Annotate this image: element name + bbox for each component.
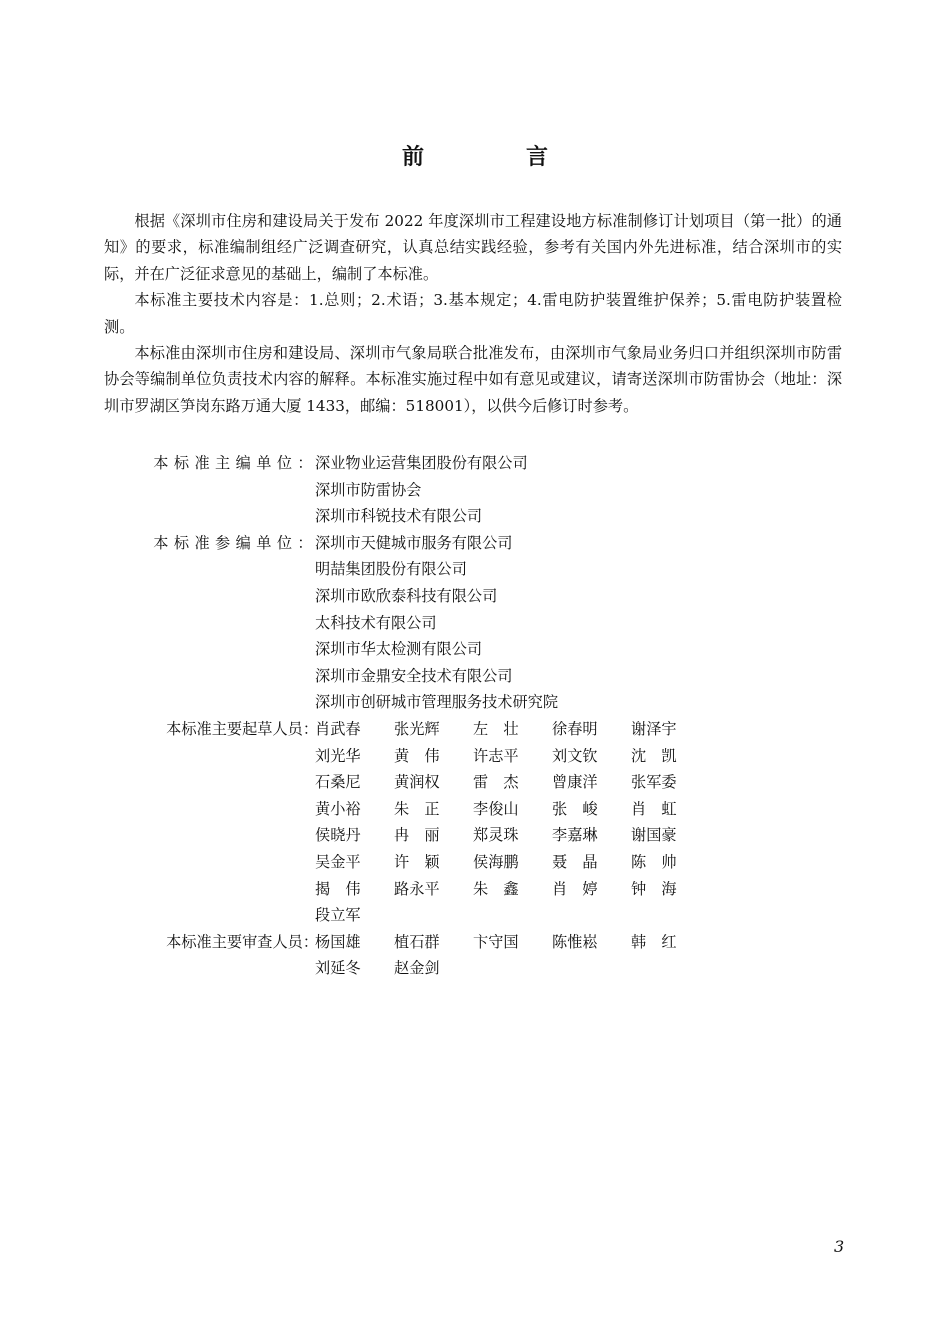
person-name: 黄小裕 xyxy=(315,799,361,818)
person-row xyxy=(315,876,842,903)
person-name: 刘光华 xyxy=(315,746,361,765)
person-name: 石桑尼 xyxy=(315,773,361,792)
person-name: 侯晓丹 xyxy=(315,826,361,845)
person-name: 曾康洋 xyxy=(552,773,598,792)
person-name: 卞守国 xyxy=(473,932,519,951)
person-name: 许志平 xyxy=(473,746,519,765)
person-row xyxy=(315,955,842,982)
person-row xyxy=(315,902,842,929)
drafters-label: 本标准主要起草人员： xyxy=(166,719,318,738)
reviewers-group xyxy=(104,929,842,982)
paragraph-basis: 根据《深圳市住房和建设局关于发布 2022 年度深圳市工程建设地方标准制修订计划项目（第一批）的通知》的要求，标准编制组经广泛调查研究，认真总结实践经验，参考有关国内外先进标准，结合深圳市的实际，并在广泛征求意见的基础上，编制了本标准。 xyxy=(104,212,842,283)
unit-name: 深圳市欧欣泰科技有限公司 xyxy=(315,586,498,605)
person-row xyxy=(315,743,842,770)
drafters-group xyxy=(104,716,842,929)
person-name: 徐春明 xyxy=(552,719,598,738)
person-name: 刘延冬 xyxy=(315,959,361,978)
person-name: 杨国雄 xyxy=(315,932,361,951)
person-name: 李俊山 xyxy=(473,799,519,818)
person-name: 韩 红 xyxy=(631,932,677,951)
page-number: 3 xyxy=(834,1237,845,1256)
person-name: 左 壮 xyxy=(473,719,519,738)
unit-name: 深圳市华太检测有限公司 xyxy=(315,640,483,659)
participating-units-group xyxy=(104,530,842,716)
chief-units-label: 本标准主编单位： xyxy=(153,454,318,472)
person-row xyxy=(315,769,842,796)
person-name: 谢国豪 xyxy=(631,826,677,845)
person-name: 张光辉 xyxy=(394,719,440,738)
person-row xyxy=(315,929,842,956)
chief-units-group xyxy=(104,450,842,530)
unit-name: 深圳市天健城市服务有限公司 xyxy=(315,533,513,552)
person-name: 肖武春 xyxy=(315,719,361,738)
credits-list xyxy=(104,450,842,982)
person-row xyxy=(315,796,842,823)
reviewers-values xyxy=(315,929,842,982)
person-name: 赵金剑 xyxy=(394,959,440,978)
person-name: 侯海鹏 xyxy=(473,852,519,871)
page-title: 前 言 xyxy=(401,144,588,170)
person-row xyxy=(315,822,842,849)
person-name: 吴金平 xyxy=(315,852,361,871)
unit-name: 太科技术有限公司 xyxy=(315,613,437,632)
person-name: 段立军 xyxy=(315,906,361,925)
person-name: 朱 鑫 xyxy=(473,879,519,898)
person-name: 黄润权 xyxy=(394,773,440,792)
participating-units-label: 本标准参编单位： xyxy=(153,533,318,552)
reviewers-label: 本标准主要审查人员： xyxy=(166,932,318,951)
person-name: 钟 海 xyxy=(631,879,677,898)
drafters-values xyxy=(315,716,842,929)
person-name: 刘文钦 xyxy=(552,746,598,765)
unit-name: 深圳市金鼎安全技术有限公司 xyxy=(315,666,513,685)
person-name: 张军委 xyxy=(631,773,677,792)
person-name: 聂 晶 xyxy=(552,852,598,871)
person-name: 揭 伟 xyxy=(315,879,361,898)
preface-body xyxy=(104,208,842,419)
person-name: 许 颖 xyxy=(394,852,440,871)
person-name: 张 峻 xyxy=(552,799,598,818)
person-name: 肖 婷 xyxy=(552,879,598,898)
person-name: 沈 凯 xyxy=(631,746,677,765)
person-name: 朱 正 xyxy=(394,799,440,818)
chief-units-values xyxy=(315,450,842,530)
participating-units-values xyxy=(315,530,842,716)
unit-name: 深圳市科锐技术有限公司 xyxy=(315,507,483,526)
person-name: 雷 杰 xyxy=(473,773,519,792)
person-row xyxy=(315,849,842,876)
person-name: 黄 伟 xyxy=(394,746,440,765)
person-row xyxy=(315,716,842,743)
unit-name: 深圳市防雷协会 xyxy=(315,480,422,499)
person-name: 陈 帅 xyxy=(631,852,677,871)
unit-name: 深业物业运营集团股份有限公司 xyxy=(315,454,528,472)
person-name: 冉 丽 xyxy=(394,826,440,845)
person-name: 路永平 xyxy=(394,879,440,898)
unit-name: 深圳市创研城市管理服务技术研究院 xyxy=(315,693,558,712)
unit-name: 明喆集团股份有限公司 xyxy=(315,560,467,579)
person-name: 陈惟崧 xyxy=(552,932,598,951)
paragraph-contents: 本标准主要技术内容是：1.总则；2.术语；3.基本规定；4.雷电防护装置维护保养；5.雷电防护装置检测。 xyxy=(104,291,842,336)
person-name: 谢泽宇 xyxy=(631,719,677,738)
person-name: 郑灵珠 xyxy=(473,826,519,845)
person-name: 植石群 xyxy=(394,932,440,951)
person-name: 李嘉琳 xyxy=(552,826,598,845)
person-name: 肖 虹 xyxy=(631,799,677,818)
paragraph-approval: 本标准由深圳市住房和建设局、深圳市气象局联合批准发布，由深圳市气象局业务归口并组织深圳市防雷协会等编制单位负责技术内容的解释。本标准实施过程中如有意见或建议，请寄送深圳市防雷协会（地址：深圳市罗湖区笋岗东路万通大厦 1433，邮编：518001），以供今后修订时参考。 xyxy=(104,344,842,415)
